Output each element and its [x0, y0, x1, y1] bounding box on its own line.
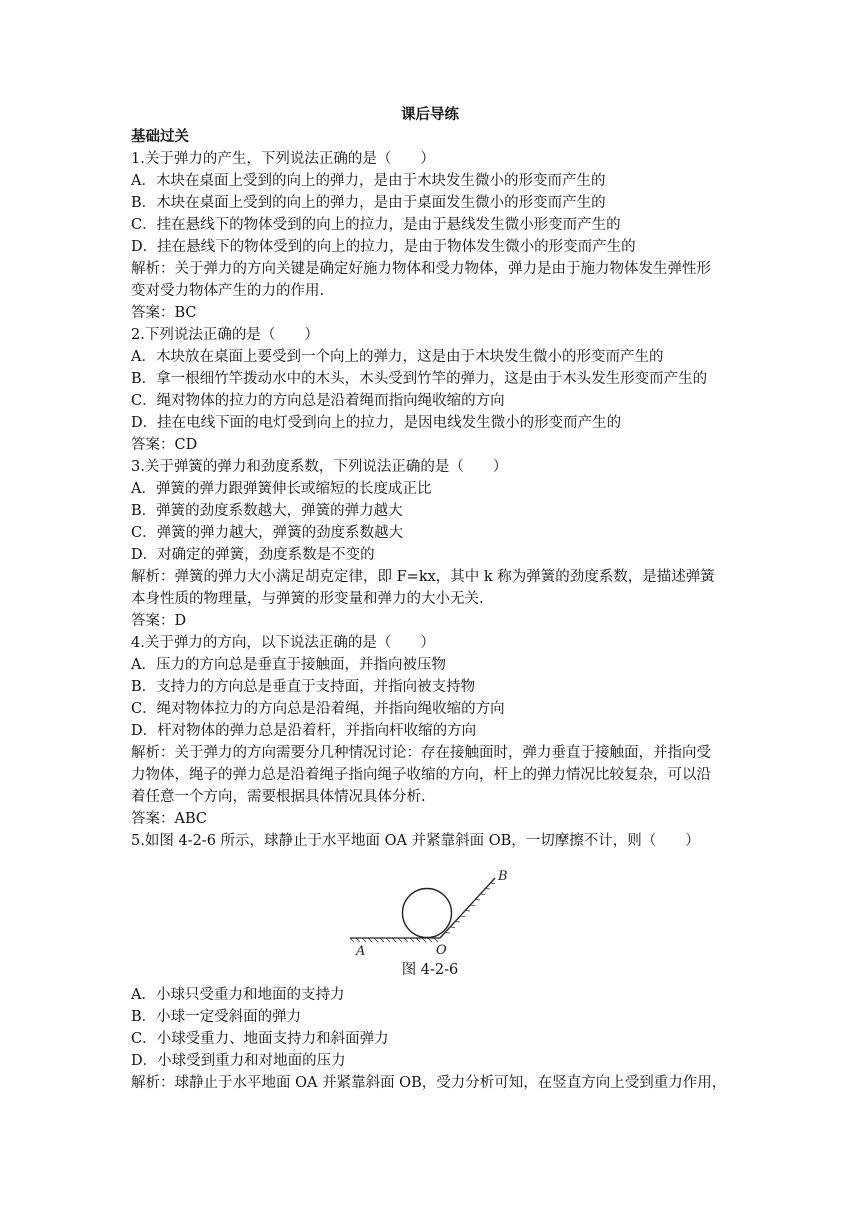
q4-analysis-cont: 力物体，绳子的弹力总是沿着绳子指向绳子收缩的方向，杆上的弹力情况比较复杂，可以沿 [131, 767, 711, 783]
q5-option-c: C．小球受重力、地面支持力和斜面弹力 [131, 1031, 389, 1047]
q3-option-d: D．对确定的弹簧，劲度系数是不变的 [131, 547, 375, 563]
q4-answer: 答案：ABC [131, 811, 207, 827]
label-o: O [436, 943, 447, 958]
ball [403, 889, 452, 938]
q4-analysis: 解析：关于弹力的方向需要分几种情况讨论：存在接触面时，弹力垂直于接触面，并指向受 [131, 745, 711, 761]
ball-incline-figure [350, 870, 515, 960]
page-title: 课后导练 [401, 106, 459, 123]
question-5: 5.如图 4-2-6 所示，球静止于水平地面 OA 并紧靠斜面 OB，一切摩擦不计，则（ ） [131, 833, 700, 849]
q5-option-a: A．小球只受重力和地面的支持力 [131, 987, 345, 1003]
label-a: A [356, 944, 366, 959]
question-4: 4.关于弹力的方向，以下说法正确的是（ ） [131, 635, 435, 651]
question-3: 3.关于弹簧的弹力和劲度系数，下列说法正确的是（ ） [131, 459, 508, 475]
q1-option-b: B．木块在桌面上受到的向上的弹力，是由于桌面发生微小的形变而产生的 [131, 195, 606, 211]
question-1: 1.关于弹力的产生，下列说法正确的是（ ） [131, 151, 435, 167]
q1-answer: 答案：BC [131, 305, 197, 321]
q2-option-c: C．绳对物体的拉力的方向总是沿着绳而指向绳收缩的方向 [131, 393, 505, 409]
q4-analysis-cont-2: 着任意一个方向，需要根据具体情况具体分析. [131, 789, 426, 805]
q1-analysis-cont: 变对受力物体产生的力的作用. [131, 283, 325, 299]
q1-option-c: C．挂在悬线下的物体受到的向上的拉力，是由于悬线发生微小形变而产生的 [131, 217, 621, 233]
q3-option-c: C．弹簧的弹力越大，弹簧的劲度系数越大 [131, 525, 404, 541]
q2-option-d: D．挂在电线下面的电灯受到向上的拉力，是因电线发生微小的形变而产生的 [131, 415, 622, 431]
incline-hatching [445, 883, 495, 933]
q3-analysis-cont: 本身性质的物理量，与弹簧的形变量和弹力的大小无关. [131, 591, 484, 607]
q3-answer: 答案：D [131, 613, 187, 629]
q3-option-a: A．弹簧的弹力跟弹簧伸长或缩短的长度成正比 [131, 481, 432, 497]
q4-option-d: D．杆对物体的弹力总是沿着杆，并指向杆收缩的方向 [131, 723, 477, 739]
q5-analysis: 解析：球静止于水平地面 OA 并紧靠斜面 OB，受力分析可知，在竖直方向上受到重力作用， [131, 1075, 727, 1091]
q3-analysis: 解析：弹簧的弹力大小满足胡克定律，即 F=kx，其中 k 称为弹簧的劲度系数，是描述弹簧 [131, 569, 715, 585]
q1-analysis: 解析：关于弹力的方向关键是确定好施力物体和受力物体，弹力是由于施力物体发生弹性形 [131, 261, 711, 277]
q5-option-b: B．小球一定受斜面的弹力 [131, 1009, 302, 1025]
q2-option-b: B．拿一根细竹竿拨动水中的木头，木头受到竹竿的弹力，这是由于木头发生形变而产生的 [131, 371, 708, 387]
q5-option-d: D．小球受到重力和对地面的压力 [131, 1053, 346, 1069]
question-2: 2.下列说法正确的是（ ） [131, 327, 319, 343]
q1-option-d: D．挂在悬线下的物体受到的向上的拉力，是由于物体发生微小的形变而产生的 [131, 239, 636, 255]
q1-option-a: A．木块在桌面上受到的向上的弹力，是由于木块发生微小的形变而产生的 [131, 173, 606, 189]
section-heading: 基础过关 [131, 128, 189, 145]
label-b: B [498, 870, 508, 884]
q2-answer: 答案：CD [131, 437, 198, 453]
q2-option-a: A．木块放在桌面上要受到一个向上的弹力，这是由于木块发生微小的形变而产生的 [131, 349, 664, 365]
q4-option-a: A．压力的方向总是垂直于接触面，并指向被压物 [131, 657, 446, 673]
figure-caption: 图 4-2-6 [401, 962, 459, 978]
q3-option-b: B．弹簧的劲度系数越大，弹簧的弹力越大 [131, 503, 403, 519]
q4-option-b: B．支持力的方向总是垂直于支持面，并指向被支持物 [131, 679, 476, 695]
q4-option-c: C．绳对物体拉力的方向总是沿着绳，并指向绳收缩的方向 [131, 701, 505, 717]
